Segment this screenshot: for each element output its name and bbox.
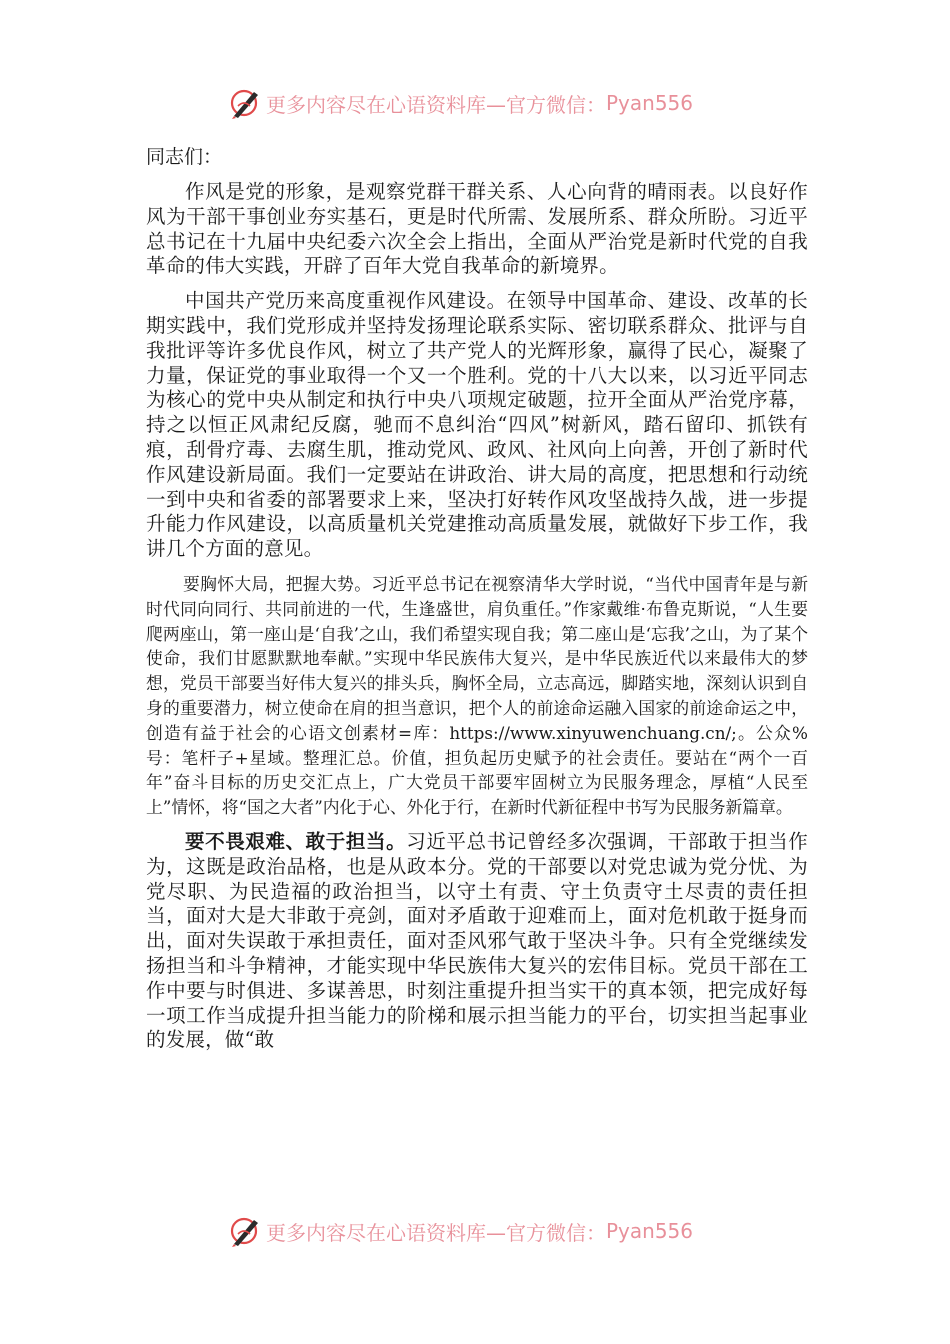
footer-banner-wechat: Pyan556 [606,1219,694,1243]
paragraph-3: 要胸怀大局，把握大势。习近平总书记在视察清华大学时说，“当代中国青年是与新时代同向同行、共同前进的一代，生逢盛世，肩负重任。”作家戴维·布鲁克斯说，“人生要爬两座山，第一座山是‘自我’之山，我们希望实现自我；第二座山是‘忘我’之山，为了某个使命，我们甘愿默默地奉献。”实现中华民族伟大复兴，是中华民族近代以来最伟大的梦想，党员干部要当好伟大复兴的排头兵，胸怀全局，立志高远，脚踏实地，深刻认识到自身的重要潜力，树立使命在肩的担当意识，把个人的前途命运融入国家的前途命运之中，创造有益于社会的心语文创素材=库：https://www.xinyuwenchuang.cn/;。公众%号：笔杆子+星域。整理汇总。价值，担负起历史赋予的社会责任。要站在“两个一百年”奋斗目标的历史交汇点上，广大党员干部要牢固树立为民服务理念，厚植“人民至上”情怀，将“国之大者”内化于心、外化于行，在新时代新征程中书写为民服务新篇章。 [146,573,808,818]
paragraph-2: 中国共产党历来高度重视作风建设。在领导中国革命、建设、改革的长期实践中，我们党形成并坚持发扬理论联系实际、密切联系群众、批评与自我批评等许多优良作风，树立了共产党人的光辉形象，赢得了民心，凝聚了力量，保证党的事业取得一个又一个胜利。党的十八大以来，以习近平同志为核心的党中央从制定和执行中央八项规定破题，拉开全面从严治党序幕，持之以恒正风肃纪反腐，驰而不息纠治“四风”树新风，踏石留印、抓铁有痕，刮骨疗毒、去腐生肌，推动党风、政风、社风向上向善，开创了新时代作风建设新局面。我们一定要站在讲政治、讲大局的高度，把思想和行动统一到中央和省委的部署要求上来，坚决打好转作风攻坚战持久战，进一步提升能力作风建设，以高质量机关党建推动高质量发展，就做好下步工作，我讲几个方面的意见。 [146,289,808,561]
header-banner-wechat: Pyan556 [606,91,694,115]
salutation: 同志们： [146,146,223,168]
pen-logo-icon [228,86,262,120]
paragraph-4-text: 习近平总书记曾经多次强调，干部敢于担当作为，这既是政治品格，也是从政本分。党的干部要以对党忠诚为党分忧、为党尽职、为民造福的政治担当，以守土有责、守土负责守土尽责的责任担当，面对大是大非敢于亮剑，面对矛盾敢于迎难而上，面对危机敢于挺身而出，面对失误敢于承担责任，面对歪风邪气敢于坚决斗争。只有全党继续发扬担当和斗争精神，才能实现中华民族伟大复兴的宏伟目标。党员干部在工作中要与时俱进、多谋善思，时刻注重提升担当实干的真本领，把完成好每一项工作当成提升担当能力的阶梯和展示担当能力的平台，切实担当起事业的发展，做“敢 [146,829,808,1052]
footer-banner-text: 更多内容尽在心语资料库—官方微信： [266,1220,606,1245]
header-banner-text: 更多内容尽在心语资料库—官方微信： [266,92,606,117]
paragraph-4 [146,830,808,1053]
header-watermark-banner [228,85,748,121]
pen-logo-icon [228,1214,262,1248]
footer-watermark-banner [228,1213,748,1249]
paragraph-1: 作风是党的形象，是观察党群干群关系、人心向背的晴雨表。以良好作风为干部干事创业夯实基石，更是时代所需、发展所系、群众所盼。习近平总书记在十九届中央纪委六次全会上指出，全面从严治党是新时代党的自我革命的伟大实践，开辟了百年大党自我革命的新境界。 [146,180,808,278]
paragraph-4-heading: 要不畏艰难、敢于担当。 [185,829,407,853]
document-body [146,145,808,1067]
